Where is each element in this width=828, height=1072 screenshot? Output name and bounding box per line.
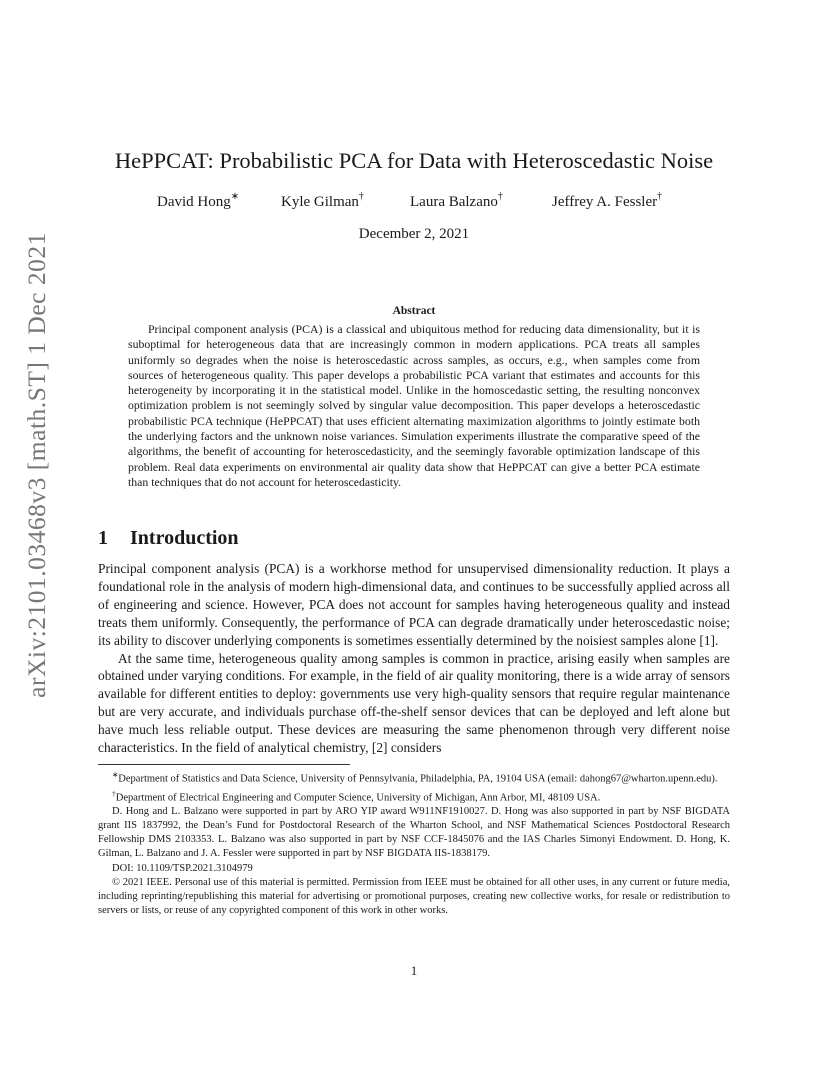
footnote-text: Department of Statistics and Data Science, University of Pennsylvania, Philadelphia, PA, 19104 USA (email: dahong67@wharton.upenn.edu). bbox=[118, 773, 718, 785]
author-1 bbox=[157, 192, 239, 211]
affiliation-mark: † bbox=[358, 191, 364, 202]
abstract-text: Principal component analysis (PCA) is a classical and ubiquitous method for reducing data dimensionality, but it is suboptimal for heterogeneous data that are increasingly common in modern applications. PCA treats all samples uniformly so degrades when the noise is heteroscedastic across samples, as occurs, e.g., when samples come from sources of heterogeneous quality. This paper develops a probabilistic PCA variant that estimates and accounts for this heterogeneity by incorporating it in the statistical model. Unlike in the homoscedastic setting, the resulting nonconvex optimization problem is not seemingly solved by singular value decomposition. This paper develops a heteroscedastic probabilistic PCA technique (HePPCAT) that uses efficient alternating maximization algorithms to jointly estimate both the underlying factors and the unknown noise variances. Simulation experiments illustrate the comparative speed of the algorithms, the benefit of accounting for heteroscedasticity, and the seemingly favorable optimization landscape of this problem. Real data experiments on environmental air quality data show that HePPCAT can give a better PCA estimate than techniques that do not account for heteroscedasticity. bbox=[128, 322, 700, 489]
section-title: Introduction bbox=[130, 527, 239, 549]
arxiv-identifier-stamp bbox=[14, 232, 60, 698]
footnote bbox=[98, 787, 730, 806]
footnote-mark: † bbox=[112, 788, 116, 798]
author-2 bbox=[281, 192, 364, 211]
section-heading bbox=[98, 527, 239, 550]
author-name: Kyle Gilman bbox=[281, 194, 359, 210]
footnote-text: © 2021 IEEE. Personal use of this material is permitted. Permission from IEEE must be obtained for all other uses, in any current or future media, including reprinting/republishing this material for advertising or promotional purposes, creating new collective works, for resale or redistribution to servers or lists, or reuse of any copyrighted component of this work in other works. bbox=[98, 876, 730, 916]
paper-title: HePPCAT: Probabilistic PCA for Data with Heteroscedastic Noise bbox=[114, 148, 714, 173]
footnote-text: Department of Electrical Engineering and Computer Science, University of Michigan, Ann Arbor, MI, 48109 USA. bbox=[115, 792, 601, 804]
paper-date: December 2, 2021 bbox=[358, 226, 470, 242]
footnote-mark: ∗ bbox=[112, 770, 119, 779]
author-3 bbox=[410, 192, 503, 211]
author-4 bbox=[552, 192, 662, 211]
footnotes bbox=[98, 768, 730, 918]
footnote-text: D. Hong and L. Balzano were supported in part by ARO YIP award W911NF1910027. D. Hong was also supported in part by NSF BIGDATA grant IIS 1837992, the Dean’s Fund for Postdoctoral Research of the Wharton School, and NSF Mathematical Sciences Postdoctoral Research Fellowship DMS 2103353. L. Balzano was also supported in part by NSF CCF-1845076 and the IAS Charles Simonyi Endowment. D. Hong, K. Gilman, L. Balzano and J. A. Fessler were supported in part by NSF BIGDATA IIS-1838179. bbox=[98, 806, 730, 860]
abstract-heading: Abstract bbox=[392, 305, 436, 317]
author-name: David Hong bbox=[157, 194, 231, 210]
paragraph: At the same time, heterogeneous quality among samples is common in practice, arising easily when samples are obtained under varying conditions. For example, in the field of air quality monitoring, there is a wide array of sensors available for different entities to deploy: governments use very high-quality sensors that require regular maintenance but are very accurate, and individuals purchase off-the-shelf sensor devices that can be deployed and left alone but have much less reliable output. These devices are measuring the same phenomenon through very different noise characteristics. In the field of analytical chemistry, [2] considers bbox=[98, 650, 730, 756]
footnote bbox=[98, 805, 730, 861]
author-name: Jeffrey A. Fessler bbox=[552, 194, 658, 210]
footnote bbox=[98, 862, 730, 876]
footnote bbox=[98, 768, 730, 787]
author-name: Laura Balzano bbox=[410, 194, 498, 210]
footnote-text: DOI: 10.1109/TSP.2021.3104979 bbox=[112, 862, 253, 874]
affiliation-mark: ∗ bbox=[230, 191, 240, 202]
arxiv-stamp-text: arXiv:2101.03468v3 [math.ST] 1 Dec 2021 bbox=[22, 232, 51, 698]
footnote bbox=[98, 876, 730, 918]
paragraph: Principal component analysis (PCA) is a workhorse method for unsupervised dimensionality reduction. It plays a foundational role in the analysis of modern high-dimensional data, and continues to be successfully applied across all of engineering and science. However, PCA does not account for samples having heterogeneous quality and instead treats them uniformly. Consequently, the performance of PCA can degrade dramatically under heteroscedastic noise; its ability to discover underlying components is sometimes essentially determined by the noisiest samples alone [1]. bbox=[98, 561, 730, 648]
affiliation-mark: † bbox=[497, 191, 503, 202]
body-text bbox=[98, 560, 730, 757]
section-number: 1 bbox=[98, 527, 108, 549]
affiliation-mark: † bbox=[657, 191, 663, 202]
footnote-rule bbox=[98, 764, 350, 765]
page-number: 1 bbox=[410, 963, 418, 978]
